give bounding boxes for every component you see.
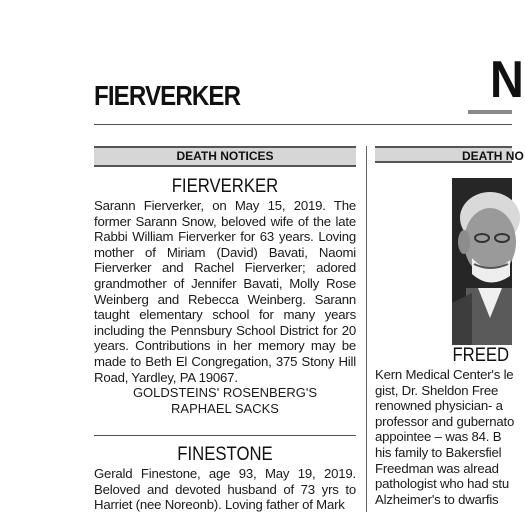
portrait-image [452,178,512,345]
right-column [375,345,515,507]
body-line: Alzheimer's to dwarfis [375,491,499,507]
notice-divider [94,435,356,436]
masthead-underline [468,110,512,114]
body-line: Freedman was alread [375,460,499,476]
notice-finestone [94,444,356,513]
notice-body [94,466,356,513]
portrait-photo [452,178,512,345]
section-bar-death-notices: DEATH NOTICES [94,146,356,167]
body-line: professor and gubernato [375,413,515,429]
body-line: his family to Bakersfiel [375,444,502,460]
body-line: Kern Medical Center's le [375,367,514,382]
body-line: appointee – was 84. B [375,429,502,445]
notice-text: Sarann Fierverker, on May 15, 2019. The former Sarann Snow, beloved wife of the late Rabbi William Fierverker for 63 years. Loving mother of Miriam (David) Bavati, Naomi Fierverker and Rachel Fierverker; adored grandmother of Jennifer Bavati, Molly Rose Weinberg and Rebecca Weinberg. Sarann taught elementary school for many years including the Pennsbury School District for 20 years. Contributions in her memory may be made to Beth El Congregation, 375 Stony Hill Road, Yardley, PA 19067. [94,198,356,385]
body-line: renowned physician- a [375,398,503,414]
notice-name: FINESTONE [177,444,273,466]
funeral-home-line: GOLDSTEINS' ROSENBERG'S [132,385,318,401]
left-column [94,176,356,513]
notice-fierverker [94,176,356,417]
body-line: gist, Dr. Sheldon Free [375,382,499,398]
section-bar-death-notices-right: DEATH NO [375,146,512,163]
page-title: FIERVERKER [94,80,241,111]
header-rule [94,124,512,125]
notice-body [94,198,356,385]
notice-text: Gerald Finestone, age 93, May 19, 2019. Beloved and devoted husband of 73 yrs to Harriet (nee Noreonb). Loving father of Mark [94,466,356,513]
notice-name: FREED [452,345,510,366]
notice-name: FIERVERKER [171,176,279,197]
notice-body [375,367,525,507]
funeral-home-line: RAPHAEL SACKS [171,401,279,417]
column-divider [366,146,367,512]
masthead-letter: N [490,51,524,109]
body-line: pathologist who had stu [375,476,509,492]
